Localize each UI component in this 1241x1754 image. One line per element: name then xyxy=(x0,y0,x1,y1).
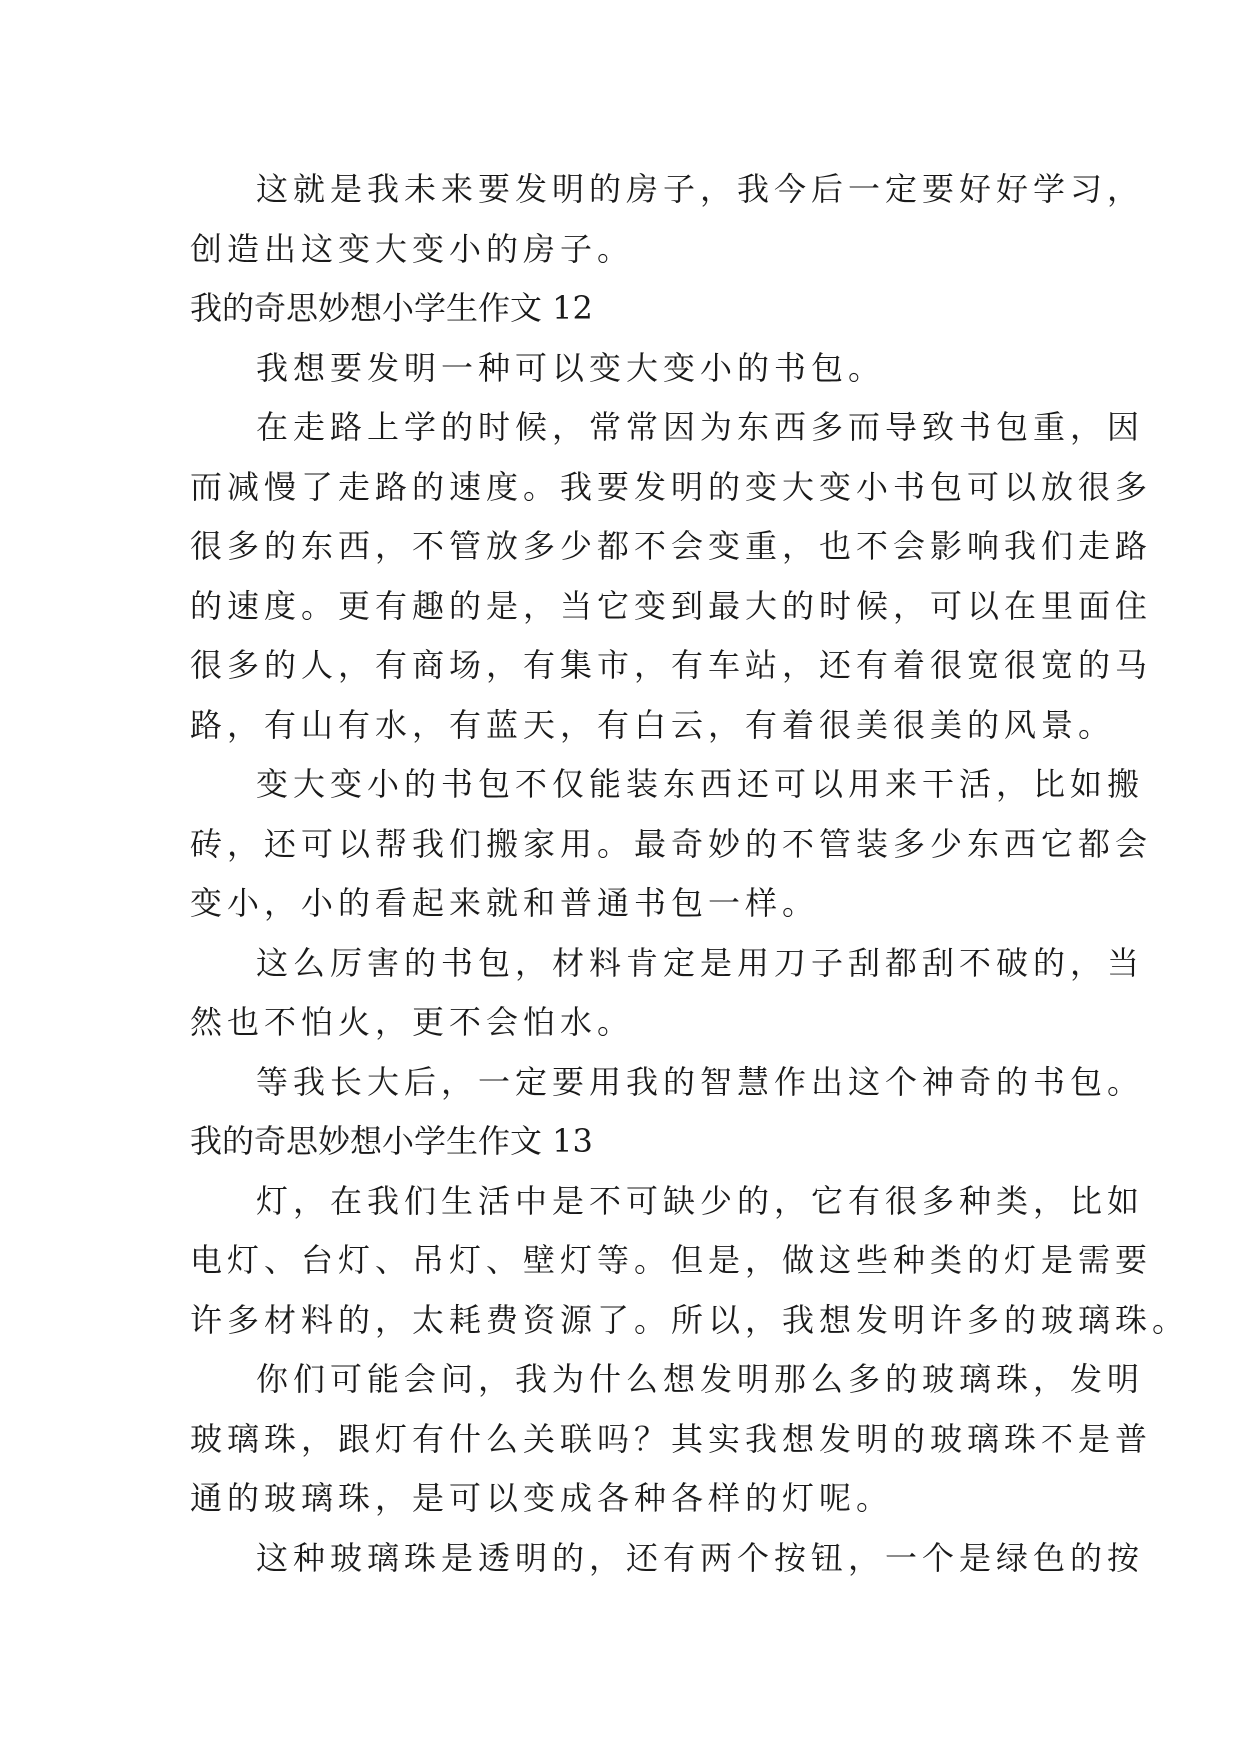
paragraph xyxy=(190,934,1145,1053)
paragraph-line: 而减慢了走路的速度。我要发明的变大变小书包可以放很多 xyxy=(190,467,1153,506)
paragraph xyxy=(190,1350,1153,1529)
paragraph xyxy=(190,339,1070,399)
document-page xyxy=(190,160,1190,1588)
heading-text: 我的奇思妙想小学生作文 12 xyxy=(190,289,593,327)
paragraph-line: 这就是我未来要发明的房子，我今后一定要好好学习， xyxy=(256,170,1145,208)
paragraph xyxy=(190,398,1153,755)
paragraph-line: 你们可能会问，我为什么想发明那么多的玻璃珠，发明 xyxy=(256,1360,1145,1398)
paragraph-line: 等我长大后，一定要用我的智慧作出这个神奇的书包。 xyxy=(256,1062,1145,1101)
paragraph-line: 然也不怕火，更不会怕水。 xyxy=(190,1003,635,1041)
paragraph-line: 许多材料的，太耗费资源了。所以，我想发明许多的玻璃珠。 xyxy=(190,1300,1190,1339)
heading-text: 我的奇思妙想小学生作文 13 xyxy=(190,1122,593,1160)
section-heading xyxy=(190,279,1070,339)
paragraph xyxy=(190,1529,1145,1589)
paragraph-line: 很多的东西，不管放多少都不会变重，也不会影响我们走路 xyxy=(190,527,1153,565)
paragraph-line: 很多的人，有商场，有集市，有车站，还有着很宽很宽的马 xyxy=(190,646,1153,684)
paragraph-line: 电灯、台灯、吊灯、壁灯等。但是，做这些种类的灯是需要 xyxy=(190,1241,1153,1279)
paragraph-line: 在走路上学的时候，常常因为东西多而导致书包重，因 xyxy=(256,408,1145,446)
paragraph-line: 变大变小的书包不仅能装东西还可以用来干活，比如搬 xyxy=(256,765,1145,803)
paragraph-line: 路，有山有水，有蓝天，有白云，有着很美很美的风景。 xyxy=(190,705,1116,744)
paragraph-line: 的速度。更有趣的是，当它变到最大的时候，可以在里面住 xyxy=(190,586,1153,625)
paragraph xyxy=(190,1172,1190,1351)
paragraph xyxy=(190,755,1153,934)
paragraph-line: 砖，还可以帮我们搬家用。最奇妙的不管装多少东西它都会 xyxy=(190,824,1153,863)
paragraph-line: 通的玻璃珠，是可以变成各种各样的灯呢。 xyxy=(190,1479,894,1517)
section-heading xyxy=(190,1112,1070,1172)
paragraph-line: 创造出这变大变小的房子。 xyxy=(190,229,635,268)
paragraph xyxy=(190,160,1145,279)
paragraph xyxy=(190,1053,1145,1113)
paragraph-line: 灯，在我们生活中是不可缺少的，它有很多种类，比如 xyxy=(256,1181,1145,1220)
paragraph-line: 这么厉害的书包，材料肯定是用刀子刮都刮不破的，当 xyxy=(256,943,1145,982)
paragraph-line: 我想要发明一种可以变大变小的书包。 xyxy=(256,348,886,387)
paragraph-line: 这种玻璃珠是透明的，还有两个按钮，一个是绿色的按 xyxy=(256,1538,1145,1577)
paragraph-line: 玻璃珠，跟灯有什么关联吗？其实我想发明的玻璃珠不是普 xyxy=(190,1419,1153,1458)
paragraph-line: 变小，小的看起来就和普通书包一样。 xyxy=(190,884,820,922)
